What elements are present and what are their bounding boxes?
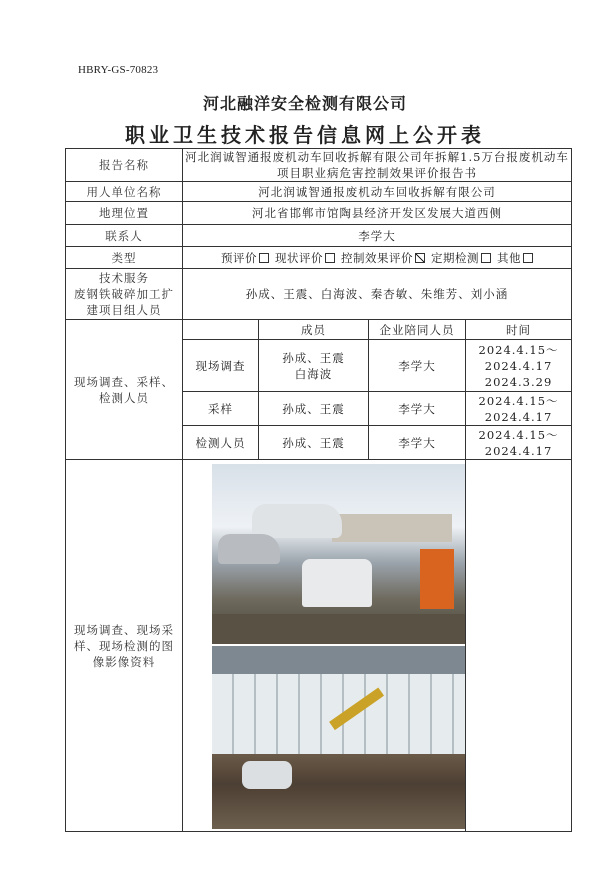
employer-label: 用人单位名称 [66,182,183,202]
row-location [66,202,572,225]
checkbox-periodic [481,253,491,263]
row-images [66,460,572,832]
field-header-blank [183,320,259,340]
row-type [66,247,572,269]
images-label: 现场调查、现场采样、现场检测的图像影像资料 [66,460,183,832]
document-title: 职业卫生技术报告信息网上公开表 [125,123,485,147]
members-survey: 孙成、王震 白海波 [259,340,369,392]
checkbox-status-eval [325,253,335,263]
row-employer [66,182,572,202]
info-table [65,148,572,832]
type-option-control-eval: 控制效果评价 [341,251,431,265]
escort-survey: 李学大 [369,340,466,392]
employer-value: 河北润诚智通报废机动车回收拆解有限公司 [183,182,572,202]
contact-value: 李学大 [183,225,572,247]
row-service-team [66,269,572,320]
type-options [183,247,572,269]
escort-sampling: 李学大 [369,392,466,426]
site-photo-workshop [212,646,466,829]
type-option-other: 其他 [497,251,533,265]
escort-testing: 李学大 [369,426,466,460]
company-name: 河北融洋安全检测有限公司 [202,94,407,113]
images-cell [183,460,466,832]
service-team-value: 孙成、王震、白海波、秦杏敏、朱维芳、刘小涵 [183,269,572,320]
type-label: 类型 [66,247,183,269]
type-option-status-eval: 现状评价 [275,251,341,265]
activity-testing: 检测人员 [183,426,259,460]
document-code: HBRY-GS-70823 [78,64,159,76]
site-photo-scrapyard [212,464,466,644]
photo-area [183,461,465,831]
type-option-pre-eval: 预评价 [221,251,275,265]
contact-label: 联系人 [66,225,183,247]
row-field-header [66,320,572,340]
header-time: 时间 [466,320,572,340]
row-report-name [66,149,572,182]
members-sampling: 孙成、王震 [259,392,369,426]
checkbox-control-eval [415,253,425,263]
field-staff-label: 现场调查、采样、检测人员 [66,320,183,460]
time-survey: 2024.4.15～ 2024.4.17 2024.3.29 [466,340,572,392]
images-blank-cell [466,460,572,832]
location-label: 地理位置 [66,202,183,225]
header-company-escort: 企业陪同人员 [369,320,466,340]
report-name-label: 报告名称 [66,149,183,182]
members-testing: 孙成、王震 [259,426,369,460]
time-sampling: 2024.4.15～ 2024.4.17 [466,392,572,426]
location-value: 河北省邯郸市馆陶县经济开发区发展大道西侧 [183,202,572,225]
report-name-value: 河北润诚智通报废机动车回收拆解有限公司年拆解1.5万台报废机动车项目职业病危害控制效果评价报告书 [183,149,572,182]
checkbox-pre-eval [259,253,269,263]
header-member: 成员 [259,320,369,340]
type-option-periodic: 定期检测 [431,251,497,265]
time-testing: 2024.4.15～ 2024.4.17 [466,426,572,460]
activity-survey: 现场调查 [183,340,259,392]
activity-sampling: 采样 [183,392,259,426]
row-contact [66,225,572,247]
service-team-label: 技术服务 废钢铁破碎加工扩 建项目组人员 [66,269,183,320]
checkbox-other [523,253,533,263]
